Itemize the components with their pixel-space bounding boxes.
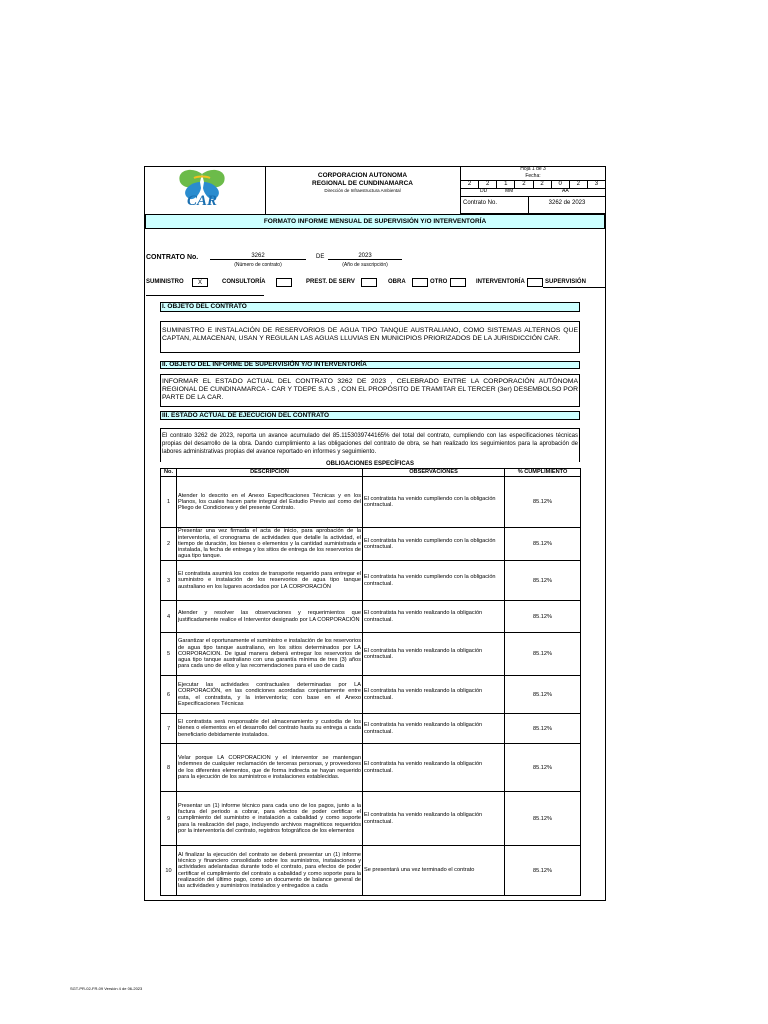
contrato-label: Contrato No. bbox=[463, 200, 498, 206]
row-compliance: 85.12% bbox=[505, 561, 581, 601]
date-aa-label: AA bbox=[562, 188, 569, 194]
supervision-label: SUPERVISIÓN bbox=[545, 279, 586, 285]
row-compliance: 85.12% bbox=[505, 528, 581, 561]
footer-code: SGT-PR-02-FR-09 Versión 4 de 06-2023 bbox=[70, 986, 143, 991]
row-number: 9 bbox=[161, 792, 177, 846]
date-dd-label: DD bbox=[480, 188, 488, 194]
section-2-body: INFORMAR EL ESTADO ACTUAL DEL CONTRATO 3262 DE 2023 , CELEBRADO ENTRE LA CORPORACIÓN AUTÓNOMA REGIONAL DE CUNDINAMARCA - CAR Y TDEPE S.A.S , CON EL PROPÓSITO DE TRAMITAR EL TERCER (3er) DESEMBOLSO POR PARTE DE LA CAR. bbox=[162, 378, 578, 401]
section-1-body: SUMINISTRO E INSTALACIÓN DE RESERVORIOS DE AGUA TIPO TANQUE AUSTRALIANO, COMO SISTEMAS ALTERNOS QUE CAPTAN, ALMACENAN, USAN Y REGULAN LAS AGUAS LLUVIAS EN MUNICIPIOS PRIORIZADOS DE LA JURISDICCIÓN CAR. bbox=[162, 327, 578, 342]
row-compliance: 85.12% bbox=[505, 676, 581, 714]
table-row bbox=[161, 477, 581, 528]
form-title: FORMATO INFORME MENSUAL DE SUPERVISIÓN Y/O INTERVENTORÍA bbox=[145, 214, 605, 229]
col-desc-header: DESCRIPCIÓN bbox=[177, 469, 363, 477]
contract-number: 3262 bbox=[210, 253, 306, 260]
car-logo bbox=[172, 168, 232, 212]
row-observation: El contratista ha venido realizando la obligación contractual. bbox=[363, 676, 505, 714]
row-number: 7 bbox=[161, 714, 177, 744]
fecha-label: Fecha: bbox=[525, 173, 541, 179]
row-description: Velar porque LA CORPORACION y el interventor se mantengan indemnes de cualquier reclamación de terceras personas, y proveedores de los diferentes elementos, que de forma indirecta se hayan requerido para la ejecución de los suministros e instalaciones establecidas. bbox=[177, 744, 363, 792]
section-2-title: II. OBJETO DEL INFORME DE SUPERVISIÓN Y/O INTERVENTORÍA bbox=[160, 361, 580, 369]
row-observation: El contratista ha venido realizando la obligación contractual. bbox=[363, 714, 505, 744]
section-1-title: I. OBJETO DEL CONTRATO bbox=[160, 302, 580, 312]
row-description: Atender y resolver las observaciones y requerimientos que justificadamente realice el Interventor designado por LA CORPORACIÓN bbox=[177, 601, 363, 633]
date-digit: 2 bbox=[461, 181, 479, 189]
row-compliance: 85.12% bbox=[505, 792, 581, 846]
date-digit: 2 bbox=[569, 181, 587, 189]
contrato-no-label: CONTRATO No. bbox=[146, 254, 199, 261]
row-number: 8 bbox=[161, 744, 177, 792]
row-description: Garantizar el oportunamente el suministro e instalación de los reservorios de agua tipo tanque australiano, en los sitios determinados por LA CORPORACION. De igual manera deberá entregar los reservorios de agua tipo tanque australiano con una garantía mínima de tres (3) años para cada uno de ellos y las recomendaciones para el uso de cada bbox=[177, 633, 363, 676]
contrato-value: 3262 de 2023 bbox=[548, 200, 586, 206]
date-mm-label: MM bbox=[505, 188, 514, 194]
prest-serv-label: PREST. DE SERV bbox=[306, 279, 355, 285]
row-observation: Se presentará una vez terminado el contrato bbox=[363, 846, 505, 896]
org-name-line1: CORPORACION AUTONOMA bbox=[317, 172, 408, 179]
row-compliance: 85.12% bbox=[505, 477, 581, 528]
interventoria-label: INTERVENTORÍA bbox=[476, 279, 525, 285]
table-row bbox=[161, 676, 581, 714]
obligations-title: OBLIGACIONES ESPECÍFICAS bbox=[325, 461, 414, 467]
row-description: Ejecutar las actividades contractuales determinadas por LA CORPORACIÓN, en las condiciones acordadas conjuntamente entre esta, el contratista, y la interventoría; con base en el Anexo Especificaciones Técnicas bbox=[177, 676, 363, 714]
row-compliance: 85.12% bbox=[505, 744, 581, 792]
date-digit: 2 bbox=[479, 181, 497, 189]
suministro-checkbox[interactable]: X bbox=[192, 278, 208, 287]
row-observation: El contratista ha venido cumpliendo con la obligación contractual. bbox=[363, 561, 505, 601]
row-compliance: 85.12% bbox=[505, 601, 581, 633]
row-number: 10 bbox=[161, 846, 177, 896]
obra-label: OBRA bbox=[388, 279, 406, 285]
contract-year: 2023 bbox=[328, 253, 402, 260]
date-digit: 2 bbox=[533, 181, 551, 189]
sheet-number: Hoja 1 de 3 bbox=[520, 166, 546, 172]
row-description: Atender lo descrito en el Anexo Especificaciones Técnicas y en los Planos, los cuales hacen parte integral del Estudio Previo así como del Pliego de Condiciones y del presente Contrato. bbox=[177, 477, 363, 528]
row-observation: El contratista ha venido realizando la obligación contractual. bbox=[363, 601, 505, 633]
date-digit: 3 bbox=[587, 181, 605, 189]
org-subtitle: Dirección de Infraestructura Ambiental bbox=[324, 188, 401, 193]
row-compliance: 85.12% bbox=[505, 846, 581, 896]
table-row bbox=[161, 601, 581, 633]
section-3-body: El contrato 3262 de 2023, reporta un avance acumulado del 85.1153039744165% del total del contrato, cumpliendo con las especificaciones técnicas propias del desarrollo de la obra. Dando cumplimiento a las obligaciones del contrato de obra, se han realizado los seguimientos para la aprobación de labores administrativas propias del avance reportado en informes y seguimiento. bbox=[162, 433, 578, 455]
otro-label: OTRO bbox=[430, 279, 448, 285]
section-2-text bbox=[160, 374, 580, 407]
row-number: 5 bbox=[161, 633, 177, 676]
col-pct-header: % CUMPLIMIENTO bbox=[505, 469, 581, 477]
row-observation: El contratista ha venido cumpliendo con la obligación contractual. bbox=[363, 528, 505, 561]
date-digit: 2 bbox=[515, 181, 533, 189]
row-observation: El contratista ha venido realizando la obligación contractual. bbox=[363, 633, 505, 676]
obligations-table bbox=[160, 468, 581, 896]
row-observation: El contratista ha venido cumpliendo con la obligación contractual. bbox=[363, 477, 505, 528]
col-obs-header: OBSERVACIONES bbox=[363, 469, 505, 477]
row-compliance: 85.12% bbox=[505, 633, 581, 676]
table-row bbox=[161, 633, 581, 676]
col-no-header: No. bbox=[161, 469, 177, 477]
date-digit: 1 bbox=[497, 181, 515, 189]
org-name-line2: REGIONAL DE CUNDINAMARCA bbox=[312, 180, 413, 187]
suministro-label: SUMINISTRO bbox=[146, 279, 184, 285]
logo-text: CAR bbox=[186, 193, 217, 209]
row-description: El contratista asumirá los costos de transporte requerido para entregar el suministro e instalación de los reservorios de agua tipo tanque australiano en los lugares acordados por LA CORPORACIÓN bbox=[177, 561, 363, 601]
row-description: Presentar una vez firmada el acta de inicio, para aprobación de la interventoría, el cronograma de actividades que detalle la actividad, el tiempo de duración, los bienes o elementos y la cantidad suministrada e instalada, la fecha de entrega y los sitios de entrega de los reservorios de agua tipo tanque. bbox=[178, 528, 361, 560]
obra-checkbox[interactable] bbox=[412, 278, 428, 287]
consultoria-label: CONSULTORÍA bbox=[222, 279, 266, 285]
row-description: El contratista será responsable del almacenamiento y custodia de los bienes o elementos en el desarrollo del contrato hasta su entrega a cada beneficiario debidamente instalados. bbox=[177, 714, 363, 744]
contract-number-caption: (Número de contrato) bbox=[234, 262, 282, 268]
de-label: DE bbox=[316, 254, 325, 260]
contract-col-divider bbox=[528, 196, 529, 214]
row-number: 2 bbox=[161, 528, 177, 561]
prest-serv-checkbox[interactable] bbox=[361, 278, 377, 287]
table-row bbox=[161, 561, 581, 601]
table-row bbox=[161, 846, 581, 896]
row-number: 1 bbox=[161, 477, 177, 528]
obligations-header-row bbox=[161, 469, 581, 477]
section-1-text bbox=[160, 321, 580, 353]
table-row bbox=[161, 528, 581, 561]
types-underline bbox=[146, 295, 264, 296]
section-3-title: III. ESTADO ACTUAL DE EJECUCIÓN DEL CONTRATO bbox=[160, 411, 580, 420]
row-description: Presentar un (1) informe técnico para cada uno de los pagos, junto a la factura del periodo a cobrar, para efectos de poder certificar el cumplimiento del suministro e instalación a cabalidad y como soporte para la realización del pago, incluyendo archivos magnéticos requeridos por la interventoría del contrato, registros fotográficos de los elementos bbox=[177, 792, 363, 846]
table-row bbox=[161, 714, 581, 744]
section-3-text bbox=[160, 428, 580, 462]
date-digit: 0 bbox=[551, 181, 569, 189]
contract-year-caption: (Año de suscripción) bbox=[342, 262, 388, 268]
supervision-underline bbox=[543, 287, 605, 288]
interventoria-checkbox[interactable] bbox=[527, 278, 543, 287]
row-description: Al finalizar la ejecución del contrato se deberá presentar un (1) informe técnico y financiero consolidado sobre los suministros, instalaciones y actividades adelantadas durante todo el contrato, para efectos de poder certificar el cumplimiento del contrato a cabalidad y como soporte para la realización del último pago, como un documento de balance general de las actividades y suministros instalados y entregados a cada bbox=[177, 846, 363, 896]
row-compliance: 85.12% bbox=[505, 714, 581, 744]
otro-checkbox[interactable] bbox=[450, 278, 466, 287]
table-row bbox=[161, 744, 581, 792]
contract-row-divider bbox=[460, 196, 606, 197]
row-observation: El contratista ha venido realizando la obligación contractual. bbox=[363, 792, 505, 846]
row-observation: El contratista ha venido realizando la obligación contractual. bbox=[363, 744, 505, 792]
row-number: 4 bbox=[161, 601, 177, 633]
consultoria-checkbox[interactable] bbox=[276, 278, 292, 287]
table-row bbox=[161, 792, 581, 846]
row-number: 6 bbox=[161, 676, 177, 714]
row-number: 3 bbox=[161, 561, 177, 601]
